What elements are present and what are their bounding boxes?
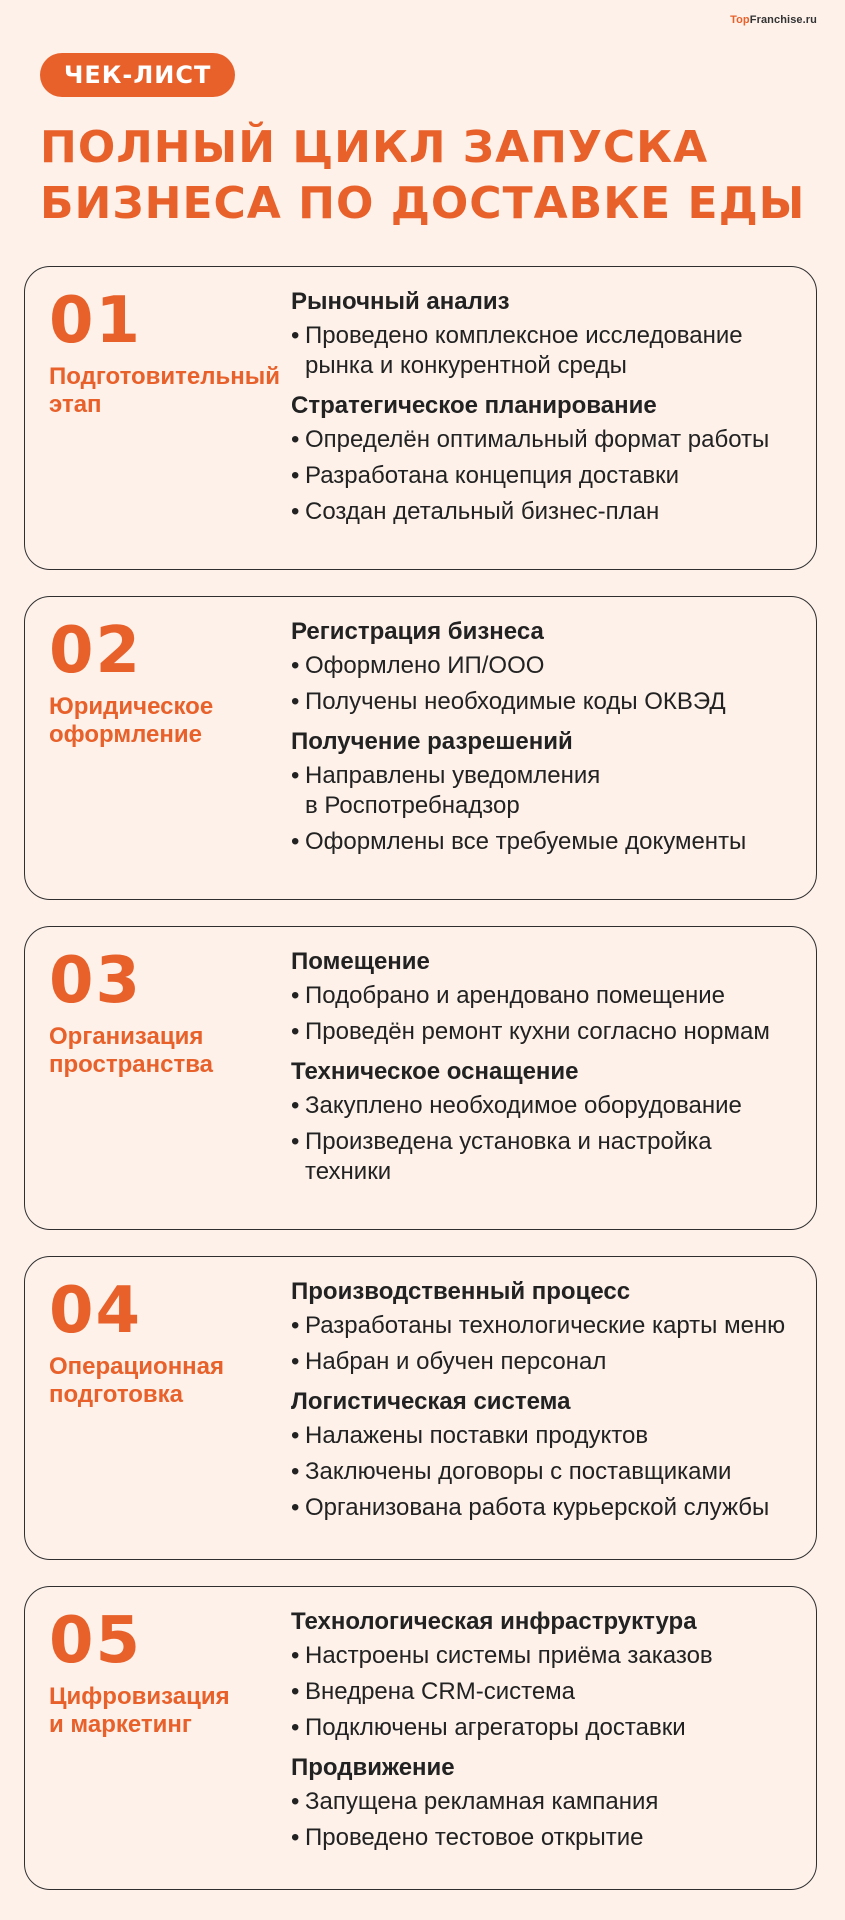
checklist-item-text: • Подключены агрегаторы доставки <box>305 1714 686 1741</box>
checklist-item-text: • Проведён ремонт кухни согласно нормам <box>305 1018 770 1045</box>
stage-name-line: Цифровизация <box>49 1683 230 1710</box>
stage-name <box>49 1023 279 1079</box>
checklist-item <box>291 827 801 857</box>
checklist-item-text: • Проведено комплексное исследование <box>305 322 743 349</box>
checklist-item <box>291 1457 801 1487</box>
checklist-items <box>291 1421 801 1523</box>
stage-header <box>49 281 279 419</box>
stage-header <box>49 1271 279 1409</box>
page-title-line-2: БИЗНЕСА ПО ДОСТАВКЕ ЕДЫ <box>40 178 806 229</box>
checklist-items <box>291 1641 801 1743</box>
checklist-item <box>291 1677 801 1707</box>
checklist-item-text: • Разработана концепция доставки <box>305 462 679 489</box>
section-title: Техническое оснащение <box>291 1058 579 1085</box>
section-title: Рыночный анализ <box>291 288 510 315</box>
checklist-item-text: • Внедрена CRM-система <box>305 1678 576 1705</box>
checklist-item-text: в Роспотребнадзор <box>305 792 520 819</box>
checklist-item-text: • Произведена установка и настройка <box>305 1128 712 1155</box>
checklist-section <box>291 1387 801 1523</box>
checklist-item-text: • Разработаны технологические карты меню <box>305 1312 786 1339</box>
checklist-section <box>291 1607 801 1743</box>
checklist-item-text: • Организована работа курьерской службы <box>305 1494 770 1521</box>
checklist-items <box>291 1311 801 1377</box>
stage-name <box>49 693 279 749</box>
section-title: Логистическая система <box>291 1388 571 1415</box>
stage-name-line: оформление <box>49 721 202 748</box>
checklist-item-text: • Оформлены все требуемые документы <box>305 828 747 855</box>
checklist-item-text: • Настроены системы приёма заказов <box>305 1642 713 1669</box>
stage-number: 05 <box>49 1604 143 1678</box>
checklist-section <box>291 1057 801 1187</box>
checklist-item-text: • Оформлено ИП/ООО <box>305 652 545 679</box>
checklist-items <box>291 651 801 717</box>
checklist-item <box>291 1127 801 1187</box>
section-title: Продвижение <box>291 1754 455 1781</box>
page-title <box>40 120 805 232</box>
checklist-item <box>291 1823 801 1853</box>
stage-number: 03 <box>49 944 143 1018</box>
checklist-badge: ЧЕК-ЛИСТ <box>40 53 235 97</box>
checklist-item <box>291 981 801 1011</box>
stage-name-line: и маркетинг <box>49 1711 192 1738</box>
stage-header <box>49 1601 279 1739</box>
checklist-section <box>291 391 801 527</box>
stage-details <box>291 1607 801 1859</box>
checklist-section <box>291 727 801 857</box>
checklist-section <box>291 1277 801 1377</box>
checklist-section <box>291 617 801 717</box>
checklist-item <box>291 1713 801 1743</box>
section-title: Стратегическое планирование <box>291 392 657 419</box>
checklist-item <box>291 1347 801 1377</box>
section-title: Помещение <box>291 948 430 975</box>
checklist-item <box>291 1641 801 1671</box>
checklist-item <box>291 1421 801 1451</box>
checklist-items <box>291 425 801 527</box>
checklist-item <box>291 321 801 381</box>
checklist-items <box>291 321 801 381</box>
stage-name <box>49 1353 279 1409</box>
stage-name-line: Юридическое <box>49 693 214 720</box>
checklist-items <box>291 1091 801 1187</box>
checklist-item <box>291 497 801 527</box>
section-title: Получение разрешений <box>291 728 573 755</box>
checklist-items <box>291 981 801 1047</box>
checklist-items <box>291 1787 801 1853</box>
checklist-item <box>291 1091 801 1121</box>
checklist-item <box>291 1493 801 1523</box>
stage-name-line: подготовка <box>49 1381 184 1408</box>
stage-name <box>49 1683 279 1739</box>
checklist-section <box>291 1753 801 1853</box>
checklist-item-text: • Заключены договоры с поставщиками <box>305 1458 732 1485</box>
checklist-item <box>291 651 801 681</box>
brand-accent: Top <box>730 14 750 26</box>
stage-name-line: Операционная <box>49 1353 225 1380</box>
section-title: Технологическая инфраструктура <box>291 1608 697 1635</box>
stage-header <box>49 611 279 749</box>
checklist-item-text: • Создан детальный бизнес-план <box>305 498 660 525</box>
stage-name-line: Организация <box>49 1023 204 1050</box>
checklist-item-text: • Набран и обучен персонал <box>305 1348 607 1375</box>
stage-name-line: Подготовительный <box>49 363 281 390</box>
stage-name-line: этап <box>49 391 102 418</box>
checklist-item-text: • Запущена рекламная кампания <box>305 1788 659 1815</box>
checklist-item-text: • Подобрано и арендовано помещение <box>305 982 725 1009</box>
stage-name-line: пространства <box>49 1051 213 1078</box>
brand-rest: Franchise.ru <box>749 14 817 26</box>
checklist-item-text: техники <box>305 1158 392 1185</box>
checklist-item <box>291 461 801 491</box>
checklist-item <box>291 1017 801 1047</box>
checklist-item <box>291 761 801 821</box>
page-title-line-1: ПОЛНЫЙ ЦИКЛ ЗАПУСКА <box>40 122 709 173</box>
stage-card <box>24 926 817 1230</box>
checklist-item <box>291 1311 801 1341</box>
stage-details <box>291 947 801 1193</box>
checklist-item-text: • Закуплено необходимое оборудование <box>305 1092 742 1119</box>
stage-card <box>24 1586 817 1890</box>
checklist-item <box>291 1787 801 1817</box>
checklist-item-text: • Налажены поставки продуктов <box>305 1422 649 1449</box>
checklist-item-text: • Направлены уведомления <box>305 762 601 789</box>
checklist-section <box>291 947 801 1047</box>
stage-number: 01 <box>49 284 143 358</box>
checklist-items <box>291 761 801 857</box>
stage-details <box>291 617 801 863</box>
section-title: Производственный процесс <box>291 1278 631 1305</box>
checklist-item-text: рынка и конкурентной среды <box>305 352 627 379</box>
checklist-section <box>291 287 801 381</box>
stage-details <box>291 1277 801 1529</box>
stage-details <box>291 287 801 533</box>
checklist-item-text: • Определён оптимальный формат работы <box>305 426 770 453</box>
stage-number: 02 <box>49 614 143 688</box>
stage-number: 04 <box>49 1274 143 1348</box>
stage-header <box>49 941 279 1079</box>
section-title: Регистрация бизнеса <box>291 618 544 645</box>
stage-card <box>24 266 817 570</box>
stage-card <box>24 1256 817 1560</box>
stage-card <box>24 596 817 900</box>
checklist-item-text: • Получены необходимые коды ОКВЭД <box>305 688 726 715</box>
brand-logo <box>730 14 817 26</box>
checklist-item <box>291 687 801 717</box>
checklist-item <box>291 425 801 455</box>
checklist-item-text: • Проведено тестовое открытие <box>305 1824 644 1851</box>
stage-name <box>49 363 279 419</box>
